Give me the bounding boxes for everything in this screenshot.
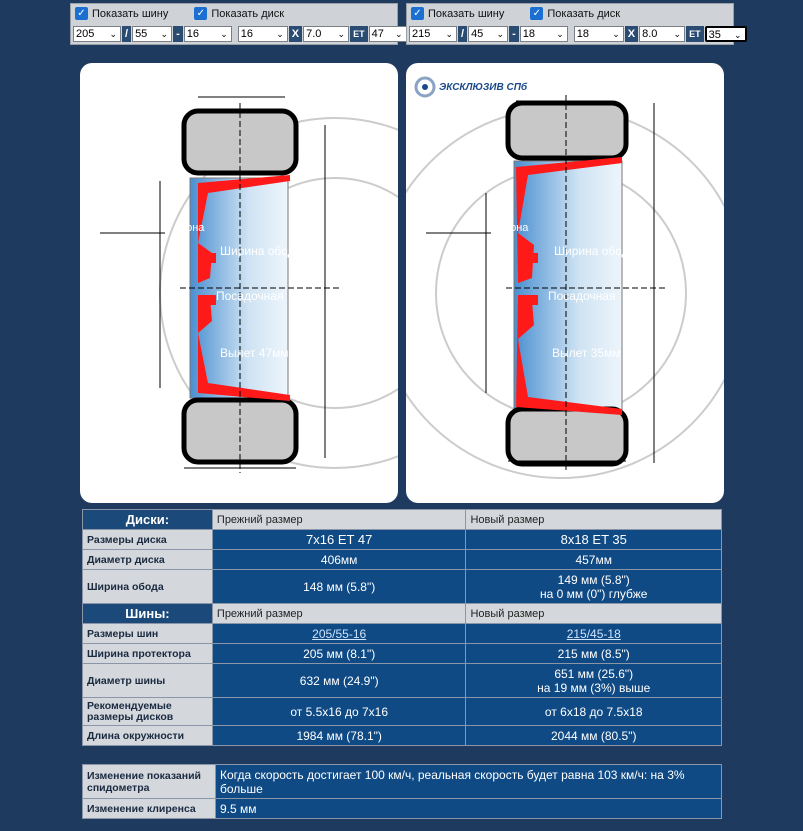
bore-label: Посадочная: [216, 289, 284, 303]
table-row: [83, 698, 722, 726]
wheel-diagram-svg: [406, 63, 724, 503]
show-tire-checkbox[interactable]: ✓: [411, 7, 424, 20]
disks-header-row: [83, 510, 722, 530]
row-label: Диаметр диска: [83, 550, 213, 570]
old-value: 205 мм (8.1"): [212, 644, 466, 664]
row-label: Длина окружности: [83, 726, 213, 746]
new-value-diff: на 19 мм (3%) выше: [537, 680, 651, 695]
rim-width-label: Ширина обода: [554, 244, 636, 258]
et-select[interactable]: 47 ⌄: [369, 26, 407, 42]
et-label: ET: [350, 26, 368, 42]
table-row: [83, 570, 722, 604]
old-value: от 5.5x16 до 7x16: [212, 698, 466, 726]
offset-label: Вылет 35мм: [552, 346, 621, 360]
new-size-header: Новый размер: [466, 510, 722, 530]
tire-width-select[interactable]: 205 ⌄: [73, 26, 121, 42]
new-value: от 6x18 до 7.5x18: [466, 698, 722, 726]
clearance-label: Изменение клиренса: [83, 799, 216, 819]
chevron-down-icon: ⌄: [337, 29, 346, 39]
speedo-label: Изменение показаний спидометра: [83, 765, 216, 799]
wheel-diagram-svg: [80, 63, 398, 503]
config-panel-old: [70, 3, 403, 45]
disk-diameter-select[interactable]: 16 ⌄: [238, 26, 288, 42]
old-value: 148 мм (5.8"): [212, 570, 466, 604]
table-row: [83, 664, 722, 698]
crown-label: рона: [180, 222, 205, 234]
tires-header-row: [83, 604, 722, 624]
table-row: [83, 726, 722, 746]
show-disk-label: Показать диск: [547, 7, 621, 20]
logo-icon: [414, 76, 436, 98]
disk-width-select[interactable]: 7.0 ⌄: [303, 26, 349, 42]
bore-label: Посадочная: [548, 289, 616, 303]
chevron-down-icon: ⌄: [734, 30, 742, 40]
config-panel-new: [406, 3, 742, 45]
chevron-down-icon: ⌄: [160, 29, 169, 39]
row-label: Ширина обода: [83, 570, 213, 604]
chevron-down-icon: ⌄: [673, 29, 682, 39]
rim-width-label: Ширина обода: [220, 244, 302, 258]
row-label: Размеры диска: [83, 530, 213, 550]
table-row: [83, 799, 722, 819]
chevron-down-icon: ⌄: [496, 29, 505, 39]
table-row: [83, 550, 722, 570]
chevron-down-icon: ⌄: [109, 29, 117, 39]
table-row: [83, 624, 722, 644]
table-row: [83, 644, 722, 664]
separator: -: [173, 26, 183, 42]
separator: X: [289, 26, 302, 42]
old-value: 632 мм (24.9"): [212, 664, 466, 698]
new-size-header: Новый размер: [466, 604, 722, 624]
new-value: 215 мм (8.5"): [466, 644, 722, 664]
show-tire-checkbox[interactable]: ✓: [75, 7, 88, 20]
chevron-down-icon: ⌄: [395, 29, 403, 39]
new-value: 2044 мм (80.5"): [466, 726, 722, 746]
tire-diameter-select[interactable]: 16 ⌄: [184, 26, 232, 42]
new-tire-size-link[interactable]: 215/45-18: [566, 626, 621, 641]
table-row: [83, 530, 722, 550]
wheel-diagram-old: [80, 63, 398, 503]
old-size-header: Прежний размер: [212, 510, 466, 530]
table-row: [83, 765, 722, 799]
chevron-down-icon: ⌄: [445, 29, 453, 39]
new-value-diff: на 0 мм (0") глубже: [540, 586, 648, 601]
old-tire-size-link[interactable]: 205/55-16: [312, 626, 367, 641]
show-disk-checkbox[interactable]: ✓: [530, 7, 543, 20]
show-tire-label: Показать шину: [92, 7, 169, 20]
disk-diameter-select[interactable]: 18 ⌄: [574, 26, 624, 42]
tire-width-select[interactable]: 215 ⌄: [409, 26, 457, 42]
et-select[interactable]: 35 ⌄: [705, 26, 747, 42]
chevron-down-icon: ⌄: [612, 29, 620, 39]
wheel-diagram-new: [406, 63, 724, 503]
new-value: 149 мм (5.8"): [557, 572, 630, 587]
show-disk-label: Показать диск: [211, 7, 285, 20]
old-value: 1984 мм (78.1"): [212, 726, 466, 746]
results-table: [82, 509, 722, 746]
new-value: 8x18 ET 35: [466, 530, 722, 550]
disks-section-title: Диски:: [83, 510, 213, 530]
speedometer-table: [82, 764, 722, 819]
tire-profile-select[interactable]: 45 ⌄: [468, 26, 508, 42]
row-label: Диаметр шины: [83, 664, 213, 698]
row-label: Ширина протектора: [83, 644, 213, 664]
clearance-value: 9.5 мм: [216, 799, 722, 819]
new-value: 651 мм (25.6"): [554, 666, 634, 681]
chevron-down-icon: ⌄: [556, 29, 564, 39]
speedo-value: Когда скорость достигает 100 км/ч, реальная скорость будет равна 103 км/ч: на 3% больше: [216, 765, 722, 799]
chevron-down-icon: ⌄: [276, 29, 284, 39]
row-label: Рекомендуемые размеры дисков: [83, 698, 213, 726]
disk-width-select[interactable]: 8.0 ⌄: [639, 26, 685, 42]
new-value: 457мм: [466, 550, 722, 570]
tire-profile-select[interactable]: 55 ⌄: [132, 26, 172, 42]
row-label: Размеры шин: [83, 624, 213, 644]
et-label: ET: [686, 26, 704, 42]
tires-section-title: Шины:: [83, 604, 213, 624]
crown-label: рона: [504, 222, 529, 234]
show-tire-label: Показать шину: [428, 7, 505, 20]
old-value: 406мм: [212, 550, 466, 570]
separator: /: [122, 26, 131, 42]
logo-text: ЭКСКЛЮЗИВ СПб: [439, 81, 528, 93]
brand-logo: [414, 76, 527, 98]
old-size-header: Прежний размер: [212, 604, 466, 624]
chevron-down-icon: ⌄: [220, 29, 228, 39]
separator: X: [625, 26, 638, 42]
old-value: 7x16 ET 47: [212, 530, 466, 550]
show-disk-checkbox[interactable]: ✓: [194, 7, 207, 20]
tire-diameter-select[interactable]: 18 ⌄: [520, 26, 568, 42]
separator: /: [458, 26, 467, 42]
offset-label: Вылет 47мм: [220, 346, 289, 360]
separator: -: [509, 26, 519, 42]
